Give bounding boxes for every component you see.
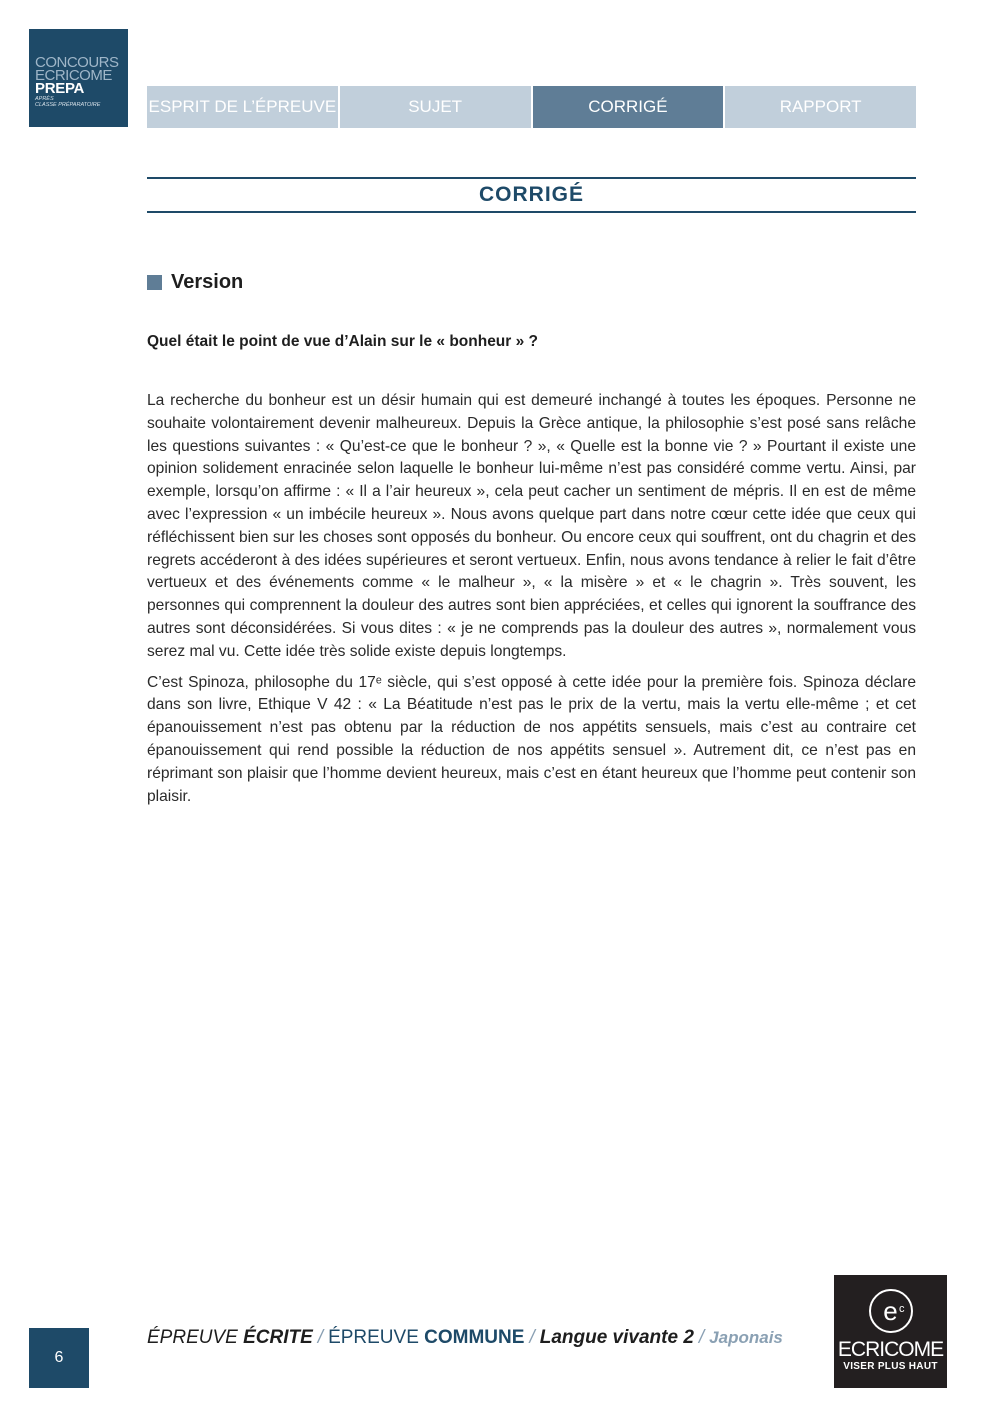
footer-separator: / [529, 1327, 535, 1348]
footer-ecrite: ÉCRITE [243, 1327, 313, 1348]
footer-epreuve: ÉPREUVE [147, 1327, 244, 1348]
footer-epreuve-2: ÉPREUVE [328, 1327, 425, 1348]
page-title-bar [147, 177, 916, 213]
tab-esprit-epreuve[interactable]: ESPRIT DE L’ÉPREUVE [147, 86, 338, 128]
page-number: 6 [29, 1328, 89, 1388]
footer-breadcrumb [147, 1327, 783, 1349]
tab-rapport[interactable]: RAPPORT [725, 86, 916, 128]
footer-japonais: Japonais [709, 1328, 783, 1347]
footer-commune: COMMUNE [424, 1327, 525, 1348]
page-title: CORRIGÉ [478, 183, 584, 206]
brand-slogan: VISER PLUS HAUT [843, 1361, 938, 1372]
square-bullet-icon [147, 275, 162, 290]
logo-line-apres: APRÈS [35, 96, 54, 102]
brand-mark-sup: c [899, 1303, 905, 1315]
section-tabs [147, 86, 916, 128]
concours-logo [29, 29, 128, 127]
logo-line-prepa: PREPA [35, 80, 85, 97]
logo-line-concours: CONCOURS [35, 54, 119, 71]
footer-separator: / [317, 1327, 324, 1348]
tab-corrige[interactable]: CORRIGÉ [533, 86, 724, 128]
answer-body [147, 390, 916, 816]
paragraph: La recherche du bonheur est un désir humain qui est demeuré inchangé à toutes les époques. Personne ne souhaite volontairement devenir malheureux. Depuis la Grèce antique, la philosophie s’est posé sans relâche les questions suivantes : « Qu’est-ce que le bonheur ? », « Quelle est la bonne vie ? » Pourtant il existe une opinion solidement enracinée selon laquelle le bonheur lui-même n’est pas considéré comme vertu. Ainsi, par exemple, lorsqu’on affirme : « Il a l’air heureux », cela peut cacher un sentiment de mépris. Il en est de même avec l’expression « un imbécile heureux ». Nous avons quelque part dans notre cœur cette idée que ceux qui réfléchissent bien sur les choses sont opposés du bonheur. Ou encore ceux qui souffrent, ont du chagrin et des regrets accéderont à des idées supérieures et seront vertueux. Enfin, nous avons tendance à relier le fait d’être vertueux et des événements comme « le malheur », « la misère » et « le chagrin ». Très souvent, les personnes qui comprennent la douleur des autres sont bien appréciées, et celles qui ignorent la souffrance des autres sont déconsidérées. Si vous dites : « je ne comprends pas la douleur des autres », normalement vous serez mal vu. Cette idée très solide existe depuis longtemps. [147, 392, 916, 660]
section-heading [147, 271, 243, 294]
footer-separator: / [698, 1327, 705, 1348]
section-title: Version [171, 271, 244, 293]
logo-line-ecricome: ECRICOME [35, 67, 112, 84]
footer-langue: Langue vivante 2 [539, 1327, 694, 1348]
ecricome-brand-logo [834, 1275, 947, 1388]
brand-mark: e [883, 1296, 898, 1326]
question-heading: Quel était le point de vue d’Alain sur le « bonheur » ? [147, 333, 539, 350]
paragraph: C’est Spinoza, philosophe du 17ᵉ siècle, qui s’est opposé à cette idée pour la première fois. Spinoza déclare dans son livre, Ethique V 42 : « La Béatitude n’est pas le prix de la vertu, mais la vertu elle-même ; et cet épanouissement n’est pas obtenu par la réduction de nos appétits sensuels, mais c’est au contraire cet épanouissement qui rend possible la réduction de nos appétits sensuel ». Autrement dit, ce n’est pas en réprimant son plaisir que l’homme devient heureux, mais c’est en étant heureux que l’homme peut contenir son plaisir. [147, 673, 916, 805]
ecricome-mark-icon [869, 1289, 913, 1333]
brand-name: ECRICOME [837, 1338, 944, 1361]
tab-sujet[interactable]: SUJET [340, 86, 531, 128]
logo-line-classe: CLASSE PRÉPARATOIRE [35, 102, 101, 108]
